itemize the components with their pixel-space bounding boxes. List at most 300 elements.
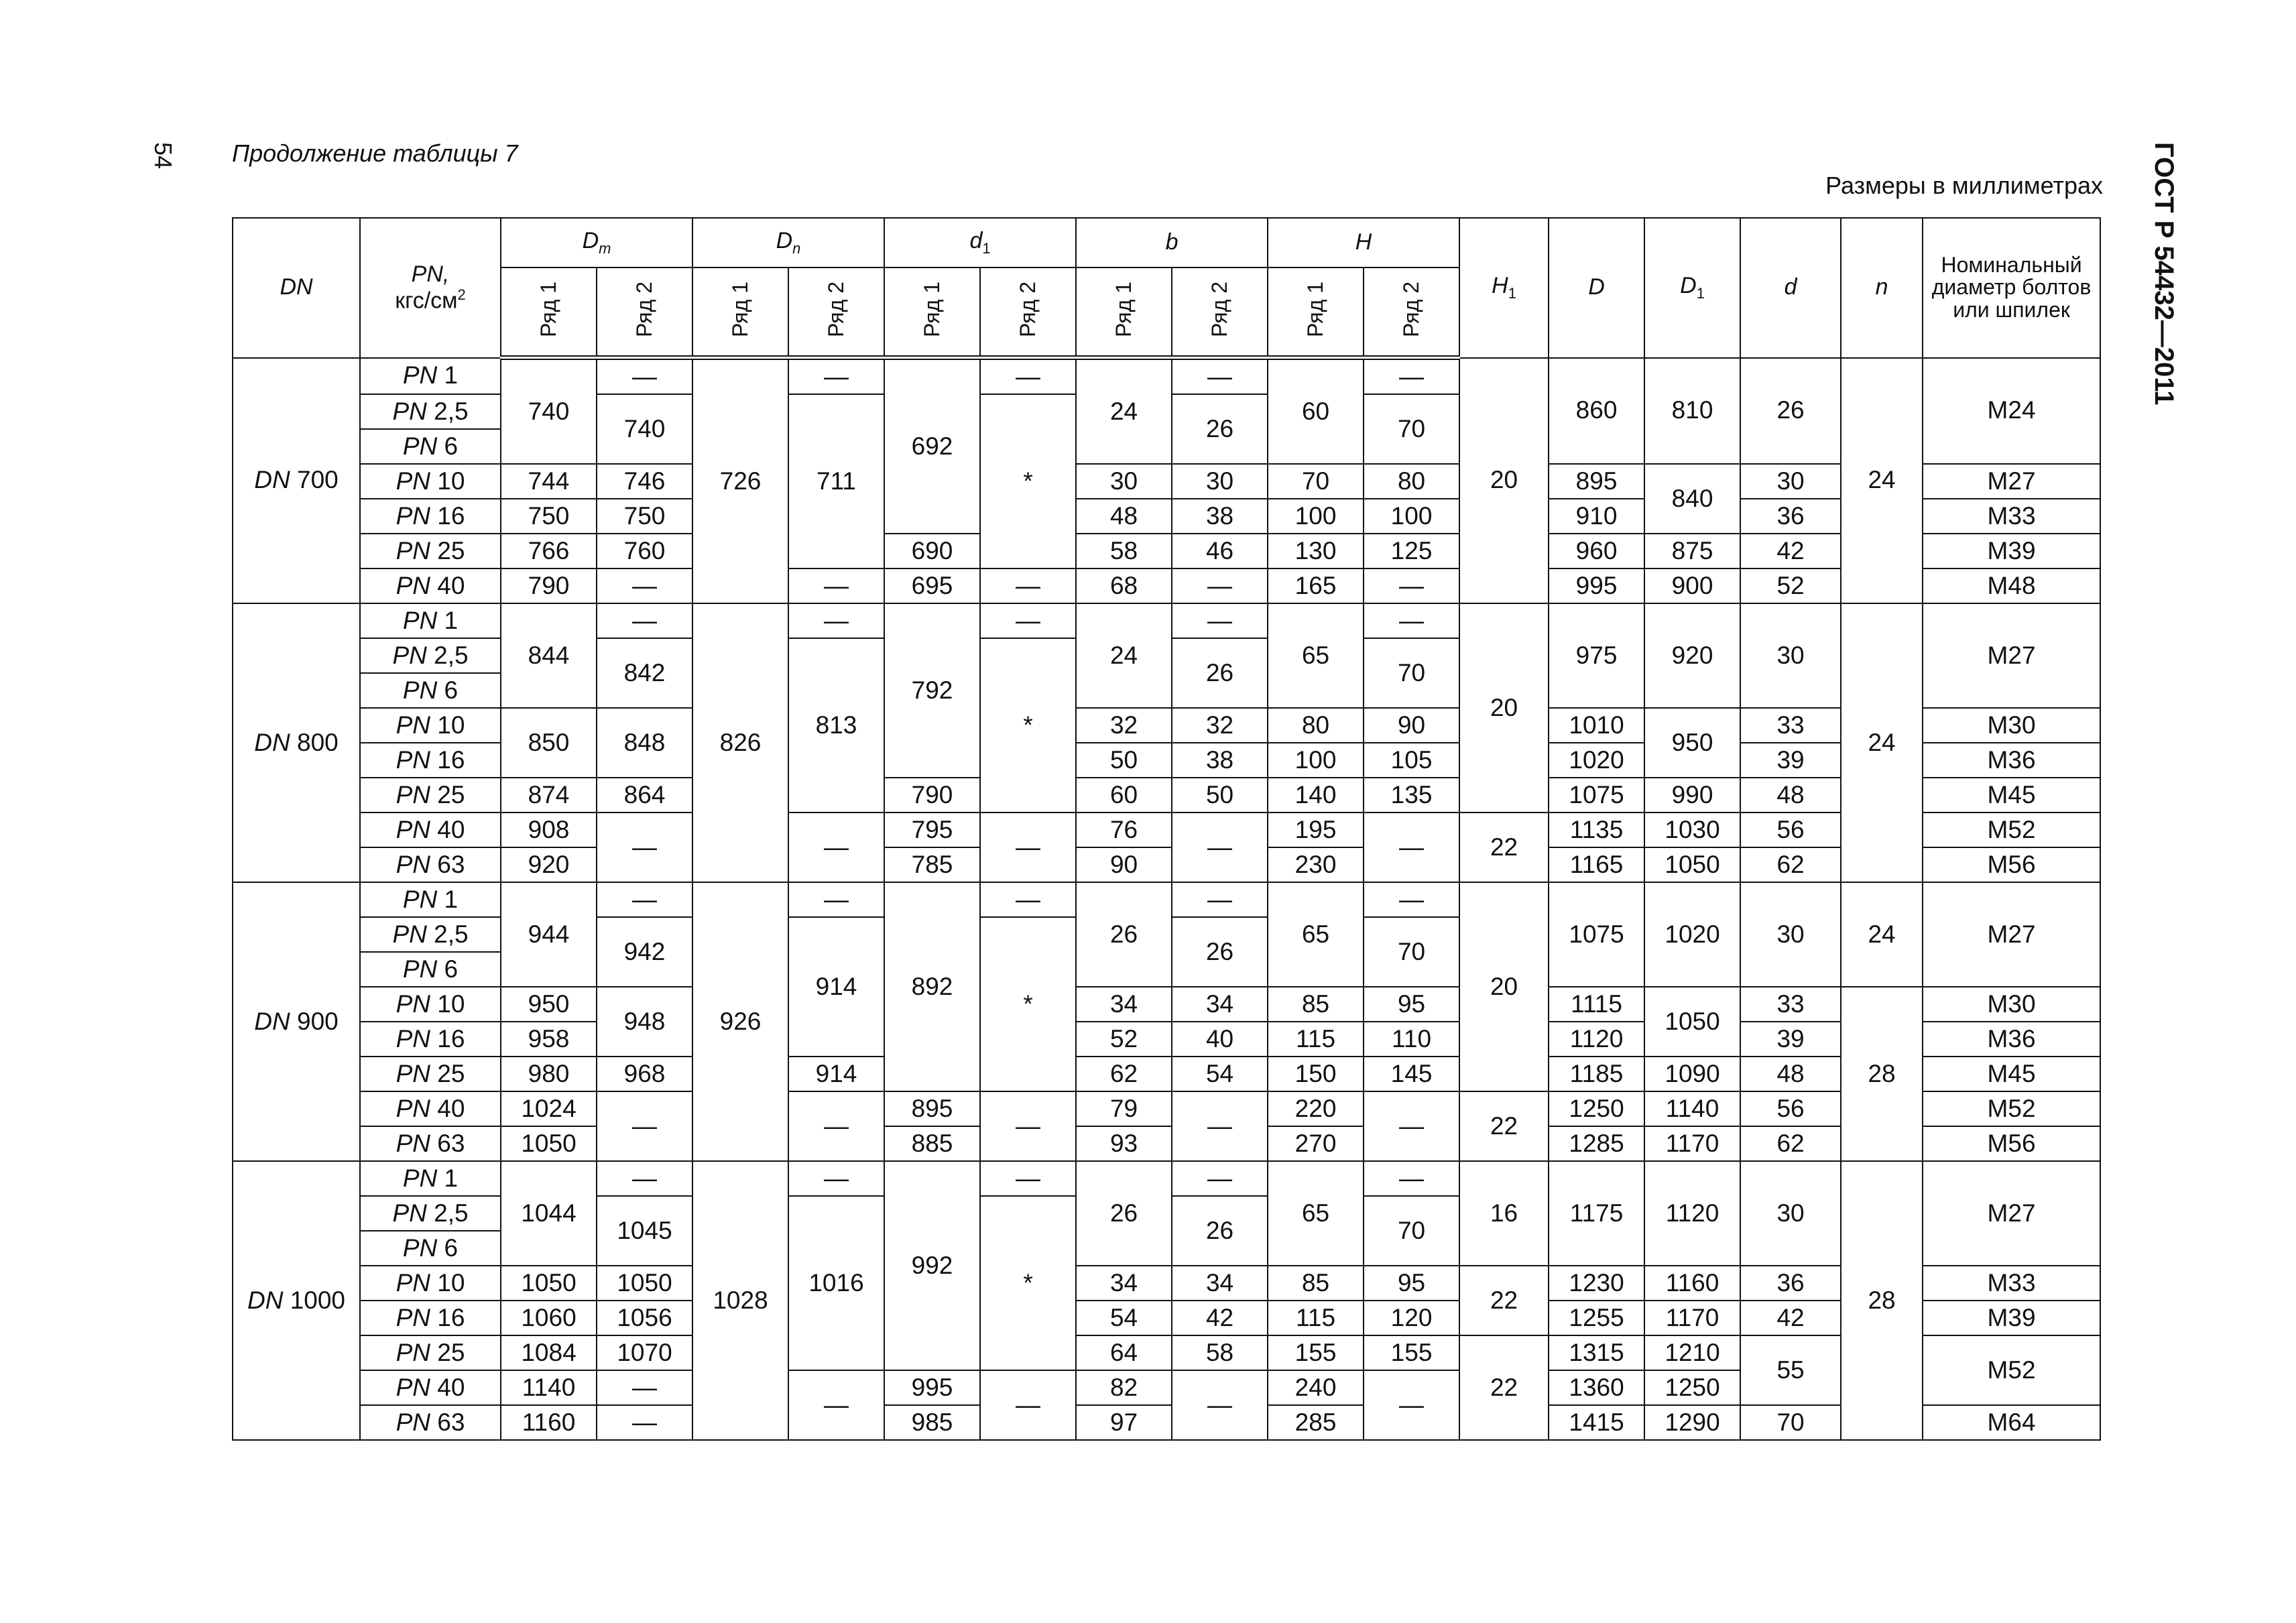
h-row2-cell: —: [1364, 358, 1459, 395]
d-cell: 39: [1740, 743, 1841, 778]
d-cell: 33: [1740, 708, 1841, 743]
d1-row1-cell: 692: [884, 358, 980, 534]
d-cell: 42: [1740, 1301, 1841, 1335]
b-row2-cell: —: [1172, 603, 1268, 638]
D1-cell: 1160: [1644, 1266, 1740, 1301]
dn-row2-cell: —: [788, 568, 884, 603]
dm-row2-cell: 1050: [597, 1266, 692, 1301]
d-cell: 36: [1740, 1266, 1841, 1301]
D-cell: 1075: [1549, 882, 1644, 987]
dm-row1-cell: 744: [501, 464, 597, 499]
h-row2-cell: —: [1364, 603, 1459, 638]
d1-row2-cell: —: [980, 882, 1076, 917]
pn-cell: PN 1: [360, 603, 501, 638]
d1-row2-cell: —: [980, 603, 1076, 638]
d1-row2-cell: —: [980, 568, 1076, 603]
dm-row2-cell: —: [597, 1091, 692, 1161]
header-D: D: [1549, 218, 1644, 358]
d-cell: 48: [1740, 778, 1841, 813]
b-row2-cell: —: [1172, 358, 1268, 395]
h-row1-cell: 220: [1268, 1091, 1364, 1126]
b-row1-cell: 97: [1076, 1405, 1172, 1440]
header-dm-row1: Ряд 1: [501, 267, 597, 358]
D-cell: 910: [1549, 499, 1644, 534]
header-h: H: [1268, 218, 1459, 267]
d1-row2-cell: —: [980, 358, 1076, 395]
D-cell: 1175: [1549, 1161, 1644, 1266]
b-row2-cell: 38: [1172, 743, 1268, 778]
bolt-cell: M45: [1923, 778, 2100, 813]
D-cell: 1285: [1549, 1126, 1644, 1161]
b-row2-cell: 40: [1172, 1022, 1268, 1057]
D-cell: 1115: [1549, 987, 1644, 1022]
pn-cell: PN 25: [360, 1335, 501, 1370]
header-d1: $d_1$: [884, 218, 1076, 267]
b-row1-cell: 64: [1076, 1335, 1172, 1370]
header-dn-inner: $D_n$: [692, 218, 884, 267]
dn-row2-cell: —: [788, 1161, 884, 1196]
pn-cell: PN 2,5: [360, 1196, 501, 1231]
D1-cell: 1030: [1644, 813, 1740, 847]
D1-cell: 900: [1644, 568, 1740, 603]
dm-row2-cell: —: [597, 882, 692, 917]
d-cell: 30: [1740, 603, 1841, 708]
h-row2-cell: 95: [1364, 987, 1459, 1022]
d-cell: 33: [1740, 987, 1841, 1022]
dm-row2-cell: —: [597, 1405, 692, 1440]
pn-cell: PN 16: [360, 499, 501, 534]
h-row2-cell: 135: [1364, 778, 1459, 813]
D-cell: 1120: [1549, 1022, 1644, 1057]
dn-cell: DN 1000: [233, 1161, 360, 1440]
h-row1-cell: 85: [1268, 1266, 1364, 1301]
header-b-row1: Ряд 1: [1076, 267, 1172, 358]
D-cell: 1165: [1549, 847, 1644, 882]
pn-cell: PN 6: [360, 429, 501, 464]
h-row1-cell: 115: [1268, 1301, 1364, 1335]
D-cell: 1185: [1549, 1057, 1644, 1091]
b-row2-cell: 42: [1172, 1301, 1268, 1335]
d1-row1-cell: 995: [884, 1370, 980, 1405]
b-row1-cell: 90: [1076, 847, 1172, 882]
pn-cell: PN 25: [360, 778, 501, 813]
flange-dimensions-table: [232, 217, 2101, 1441]
d1-row1-cell: 885: [884, 1126, 980, 1161]
h-row2-cell: —: [1364, 1161, 1459, 1196]
dn-row2-cell: —: [788, 813, 884, 882]
header-dn-row1: Ряд 1: [692, 267, 788, 358]
bolt-cell: M27: [1923, 1161, 2100, 1266]
dn-row2-cell: 914: [788, 1057, 884, 1091]
h-row1-cell: 100: [1268, 499, 1364, 534]
pn-cell: PN 40: [360, 568, 501, 603]
d1-row1-cell: 690: [884, 534, 980, 568]
b-row1-cell: 34: [1076, 987, 1172, 1022]
D1-cell: 1250: [1644, 1370, 1740, 1405]
dm-row1-cell: 944: [501, 882, 597, 987]
d-cell: 30: [1740, 464, 1841, 499]
b-row2-cell: 46: [1172, 534, 1268, 568]
dm-row2-cell: 740: [597, 394, 692, 464]
d1-row1-cell: 895: [884, 1091, 980, 1126]
dn-row2-cell: 914: [788, 917, 884, 1057]
d1-row2-cell: *: [980, 917, 1076, 1091]
dm-row1-cell: 1050: [501, 1266, 597, 1301]
standard-designation: ГОСТ Р 54432—2011: [2149, 142, 2179, 406]
d-cell: 42: [1740, 534, 1841, 568]
header-h-row1: Ряд 1: [1268, 267, 1364, 358]
pn-cell: PN 6: [360, 952, 501, 987]
pn-cell: PN 6: [360, 673, 501, 708]
pn-cell: PN 2,5: [360, 638, 501, 673]
header-d: d: [1740, 218, 1841, 358]
b-row2-cell: —: [1172, 1370, 1268, 1440]
b-row2-cell: —: [1172, 882, 1268, 917]
D1-cell: 1140: [1644, 1091, 1740, 1126]
d-cell: 39: [1740, 1022, 1841, 1057]
h-row1-cell: 155: [1268, 1335, 1364, 1370]
D-cell: 1255: [1549, 1301, 1644, 1335]
dn-row1-cell: 726: [692, 358, 788, 604]
b-row1-cell: 26: [1076, 882, 1172, 987]
h-row2-cell: 110: [1364, 1022, 1459, 1057]
h-row2-cell: 155: [1364, 1335, 1459, 1370]
pn-cell: PN 25: [360, 534, 501, 568]
h-row1-cell: 70: [1268, 464, 1364, 499]
dm-row2-cell: 1056: [597, 1301, 692, 1335]
D1-cell: 1170: [1644, 1126, 1740, 1161]
dm-row1-cell: 920: [501, 847, 597, 882]
h-row2-cell: 70: [1364, 1196, 1459, 1266]
h-row1-cell: 65: [1268, 603, 1364, 708]
D-cell: 1315: [1549, 1335, 1644, 1370]
b-row1-cell: 52: [1076, 1022, 1172, 1057]
dm-row2-cell: 968: [597, 1057, 692, 1091]
b-row1-cell: 26: [1076, 1161, 1172, 1266]
d1-row2-cell: —: [980, 1091, 1076, 1161]
h1-cell: 20: [1459, 882, 1549, 1091]
dm-row1-cell: 958: [501, 1022, 597, 1057]
d1-row2-cell: —: [980, 1370, 1076, 1440]
h-row2-cell: 100: [1364, 499, 1459, 534]
dn-row2-cell: —: [788, 882, 884, 917]
D-cell: 1415: [1549, 1405, 1644, 1440]
b-row2-cell: 26: [1172, 638, 1268, 708]
b-row1-cell: 24: [1076, 603, 1172, 708]
dn-row2-cell: —: [788, 603, 884, 638]
h1-cell: 22: [1459, 1091, 1549, 1161]
dm-row1-cell: 1044: [501, 1161, 597, 1266]
b-row1-cell: 82: [1076, 1370, 1172, 1405]
h-row1-cell: 285: [1268, 1405, 1364, 1440]
h-row2-cell: 95: [1364, 1266, 1459, 1301]
d-cell: 70: [1740, 1405, 1841, 1440]
d-cell: 62: [1740, 847, 1841, 882]
b-row2-cell: 34: [1172, 987, 1268, 1022]
h-row2-cell: 105: [1364, 743, 1459, 778]
d-cell: 36: [1740, 499, 1841, 534]
h-row1-cell: 65: [1268, 1161, 1364, 1266]
dm-row1-cell: 740: [501, 358, 597, 465]
b-row1-cell: 62: [1076, 1057, 1172, 1091]
bolt-cell: M56: [1923, 1126, 2100, 1161]
D1-cell: 950: [1644, 708, 1740, 778]
header-d1-row2: Ряд 2: [980, 267, 1076, 358]
dn-row2-cell: 1016: [788, 1196, 884, 1370]
h-row1-cell: 65: [1268, 882, 1364, 987]
pn-cell: PN 1: [360, 1161, 501, 1196]
header-h-row2: Ряд 2: [1364, 267, 1459, 358]
pn-cell: PN 16: [360, 1022, 501, 1057]
dm-row1-cell: 874: [501, 778, 597, 813]
bolt-cell: M27: [1923, 464, 2100, 499]
n-cell: 24: [1841, 882, 1923, 987]
h-row2-cell: 70: [1364, 917, 1459, 987]
b-row2-cell: —: [1172, 813, 1268, 882]
bolt-cell: M33: [1923, 499, 2100, 534]
D1-cell: 1210: [1644, 1335, 1740, 1370]
h-row1-cell: 270: [1268, 1126, 1364, 1161]
d1-row1-cell: 792: [884, 603, 980, 778]
pn-cell: PN 16: [360, 1301, 501, 1335]
dm-row2-cell: 848: [597, 708, 692, 778]
h-row1-cell: 85: [1268, 987, 1364, 1022]
D-cell: 895: [1549, 464, 1644, 499]
h-row2-cell: 70: [1364, 394, 1459, 464]
b-row1-cell: 34: [1076, 1266, 1172, 1301]
b-row1-cell: 54: [1076, 1301, 1172, 1335]
dm-row1-cell: 1160: [501, 1405, 597, 1440]
h-row2-cell: 70: [1364, 638, 1459, 708]
b-row1-cell: 48: [1076, 499, 1172, 534]
header-h1: $H_1$: [1459, 218, 1549, 358]
D-cell: 860: [1549, 358, 1644, 465]
bolt-cell: M27: [1923, 882, 2100, 987]
d1-row2-cell: *: [980, 1196, 1076, 1370]
d1-row1-cell: 992: [884, 1161, 980, 1370]
table-continuation-caption: Продолжение таблицы 7: [232, 139, 518, 167]
D1-cell: 1120: [1644, 1161, 1740, 1266]
D-cell: 1020: [1549, 743, 1644, 778]
bolt-cell: M52: [1923, 1091, 2100, 1126]
D1-cell: 920: [1644, 603, 1740, 708]
D-cell: 975: [1549, 603, 1644, 708]
dm-row2-cell: 1045: [597, 1196, 692, 1266]
D-cell: 1230: [1549, 1266, 1644, 1301]
dm-row1-cell: 1050: [501, 1126, 597, 1161]
header-d1-row1: Ряд 1: [884, 267, 980, 358]
h1-cell: 20: [1459, 603, 1549, 813]
header-pn: PN, кгс/$см^2$: [360, 218, 501, 358]
dn-row2-cell: —: [788, 1091, 884, 1161]
h-row2-cell: —: [1364, 1370, 1459, 1440]
h-row2-cell: 125: [1364, 534, 1459, 568]
dn-row1-cell: 826: [692, 603, 788, 882]
D1-cell: 875: [1644, 534, 1740, 568]
h-row1-cell: 100: [1268, 743, 1364, 778]
D-cell: 1360: [1549, 1370, 1644, 1405]
b-row1-cell: 24: [1076, 358, 1172, 465]
header-dn: DN: [233, 218, 360, 358]
pn-cell: PN 40: [360, 813, 501, 847]
dm-row1-cell: 1084: [501, 1335, 597, 1370]
b-row1-cell: 68: [1076, 568, 1172, 603]
h-row1-cell: 230: [1268, 847, 1364, 882]
dm-row2-cell: 942: [597, 917, 692, 987]
bolt-cell: M36: [1923, 1022, 2100, 1057]
D1-cell: 1020: [1644, 882, 1740, 987]
pn-cell: PN 25: [360, 1057, 501, 1091]
d-cell: 62: [1740, 1126, 1841, 1161]
pn-cell: PN 16: [360, 743, 501, 778]
dn-cell: DN 900: [233, 882, 360, 1161]
dn-row2-cell: 711: [788, 394, 884, 568]
h-row1-cell: 150: [1268, 1057, 1364, 1091]
d1-row1-cell: 790: [884, 778, 980, 813]
b-row1-cell: 50: [1076, 743, 1172, 778]
d1-row1-cell: 695: [884, 568, 980, 603]
bolt-cell: M36: [1923, 743, 2100, 778]
bolt-cell: M33: [1923, 1266, 2100, 1301]
pn-cell: PN 2,5: [360, 917, 501, 952]
dm-row1-cell: 844: [501, 603, 597, 708]
pn-cell: PN 63: [360, 1405, 501, 1440]
dn-row1-cell: 1028: [692, 1161, 788, 1440]
D-cell: 1075: [1549, 778, 1644, 813]
page-number: 54: [149, 142, 177, 170]
D1-cell: 1090: [1644, 1057, 1740, 1091]
d-cell: 26: [1740, 358, 1841, 465]
bolt-cell: M30: [1923, 708, 2100, 743]
header-b: b: [1076, 218, 1268, 267]
d-cell: 56: [1740, 1091, 1841, 1126]
dm-row1-cell: 750: [501, 499, 597, 534]
n-cell: 24: [1841, 603, 1923, 882]
h-row1-cell: 140: [1268, 778, 1364, 813]
header-D1: $D_1$: [1644, 218, 1740, 358]
h1-cell: 20: [1459, 358, 1549, 604]
h-row2-cell: 120: [1364, 1301, 1459, 1335]
h-row2-cell: —: [1364, 1091, 1459, 1161]
b-row2-cell: 32: [1172, 708, 1268, 743]
bolt-cell: M52: [1923, 813, 2100, 847]
D1-cell: 1170: [1644, 1301, 1740, 1335]
h-row1-cell: 195: [1268, 813, 1364, 847]
dm-row1-cell: 1060: [501, 1301, 597, 1335]
dm-row1-cell: 1140: [501, 1370, 597, 1405]
pn-cell: PN 1: [360, 358, 501, 395]
pn-cell: PN 40: [360, 1370, 501, 1405]
h-row2-cell: 90: [1364, 708, 1459, 743]
h-row2-cell: —: [1364, 568, 1459, 603]
header-n: n: [1841, 218, 1923, 358]
bolt-cell: M48: [1923, 568, 2100, 603]
dn-row2-cell: —: [788, 1370, 884, 1440]
pn-cell: PN 10: [360, 708, 501, 743]
header-bolt-diameter: Номинальный диаметр болтов или шпилек: [1923, 218, 2100, 358]
units-note: Размеры в миллиметрах: [1825, 172, 2103, 199]
pn-cell: PN 6: [360, 1231, 501, 1266]
D-cell: 1010: [1549, 708, 1644, 743]
b-row2-cell: 38: [1172, 499, 1268, 534]
bolt-cell: M52: [1923, 1335, 2100, 1405]
dm-row2-cell: 842: [597, 638, 692, 708]
b-row1-cell: 76: [1076, 813, 1172, 847]
dn-cell: DN 700: [233, 358, 360, 604]
b-row1-cell: 32: [1076, 708, 1172, 743]
n-cell: 28: [1841, 987, 1923, 1161]
dm-row2-cell: 750: [597, 499, 692, 534]
header-dn-row2: Ряд 2: [788, 267, 884, 358]
bolt-cell: M64: [1923, 1405, 2100, 1440]
dn-cell: DN 800: [233, 603, 360, 882]
bolt-cell: M56: [1923, 847, 2100, 882]
D-cell: 995: [1549, 568, 1644, 603]
dm-row1-cell: 980: [501, 1057, 597, 1091]
dm-row2-cell: —: [597, 603, 692, 638]
header-b-row2: Ряд 2: [1172, 267, 1268, 358]
d1-row2-cell: *: [980, 638, 1076, 813]
h-row1-cell: 130: [1268, 534, 1364, 568]
bolt-cell: M30: [1923, 987, 2100, 1022]
dm-row2-cell: —: [597, 358, 692, 395]
h-row2-cell: 80: [1364, 464, 1459, 499]
h1-cell: 22: [1459, 813, 1549, 882]
dm-row1-cell: 766: [501, 534, 597, 568]
bolt-cell: M39: [1923, 534, 2100, 568]
pn-cell: PN 1: [360, 882, 501, 917]
D-cell: 960: [1549, 534, 1644, 568]
D1-cell: 990: [1644, 778, 1740, 813]
b-row2-cell: 34: [1172, 1266, 1268, 1301]
b-row1-cell: 79: [1076, 1091, 1172, 1126]
D-cell: 1135: [1549, 813, 1644, 847]
dm-row2-cell: 760: [597, 534, 692, 568]
d-cell: 55: [1740, 1335, 1841, 1405]
b-row2-cell: 30: [1172, 464, 1268, 499]
d-cell: 48: [1740, 1057, 1841, 1091]
dm-row2-cell: 864: [597, 778, 692, 813]
b-row2-cell: —: [1172, 1161, 1268, 1196]
h1-cell: 16: [1459, 1161, 1549, 1266]
dm-row1-cell: 1024: [501, 1091, 597, 1126]
b-row1-cell: 60: [1076, 778, 1172, 813]
pn-cell: PN 2,5: [360, 394, 501, 429]
dm-row1-cell: 790: [501, 568, 597, 603]
pn-cell: PN 10: [360, 464, 501, 499]
dm-row2-cell: 1070: [597, 1335, 692, 1370]
b-row2-cell: 26: [1172, 1196, 1268, 1266]
h-row1-cell: 80: [1268, 708, 1364, 743]
h-row1-cell: 240: [1268, 1370, 1364, 1405]
h-row2-cell: —: [1364, 882, 1459, 917]
d-cell: 52: [1740, 568, 1841, 603]
b-row1-cell: 30: [1076, 464, 1172, 499]
pn-cell: PN 40: [360, 1091, 501, 1126]
bolt-cell: M39: [1923, 1301, 2100, 1335]
h-row1-cell: 115: [1268, 1022, 1364, 1057]
header-dm-row2: Ряд 2: [597, 267, 692, 358]
D-cell: 1250: [1549, 1091, 1644, 1126]
dm-row2-cell: 948: [597, 987, 692, 1057]
D1-cell: 1050: [1644, 847, 1740, 882]
n-cell: 24: [1841, 358, 1923, 604]
b-row1-cell: 93: [1076, 1126, 1172, 1161]
dm-row1-cell: 850: [501, 708, 597, 778]
d1-row2-cell: —: [980, 1161, 1076, 1196]
d-cell: 30: [1740, 1161, 1841, 1266]
h-row2-cell: —: [1364, 813, 1459, 882]
